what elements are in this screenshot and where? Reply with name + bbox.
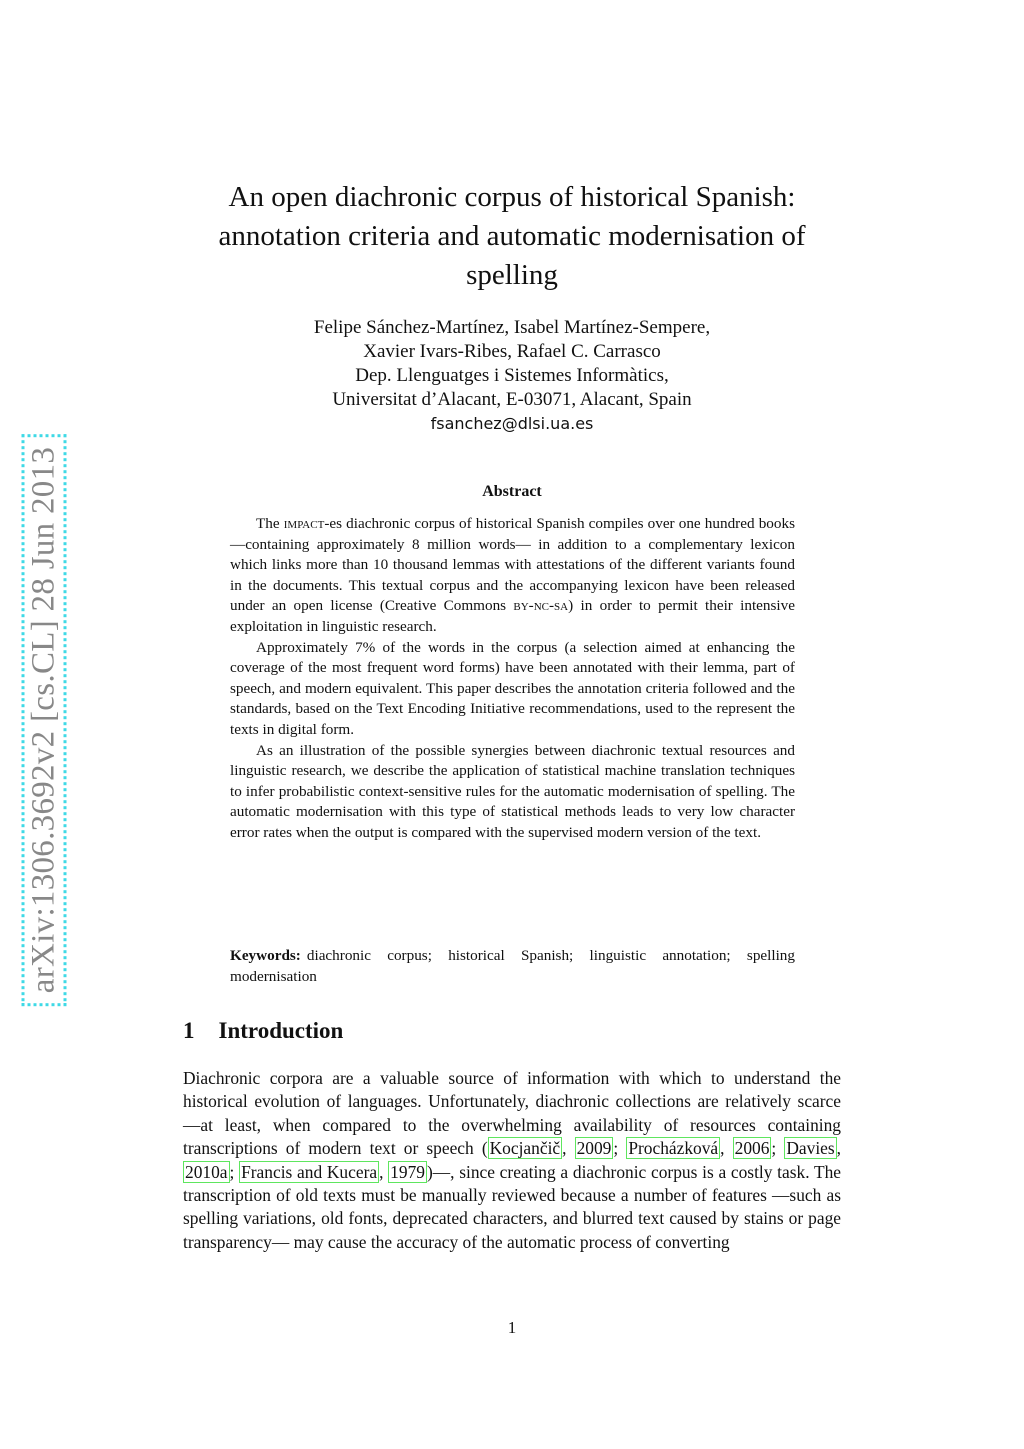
author-names-line-2: Xavier Ivars-Ribes, Rafael C. Carrasco: [363, 341, 661, 362]
keywords-label: Keywords:: [230, 947, 301, 964]
citation-link[interactable]: Kocjančič: [489, 1138, 561, 1159]
author-email[interactable]: fsanchez@dlsi.ua.es: [430, 414, 594, 433]
citation-link[interactable]: 2009: [576, 1138, 612, 1159]
affiliation-line-1: Dep. Llenguatges i Sistemes Informàtics,: [355, 365, 669, 386]
citation-link[interactable]: 1979: [390, 1161, 425, 1182]
abstract-body: [230, 514, 795, 844]
introduction-paragraph: Diachronic corpora are a valuable source of information with which to understand the historical evolution of languages. Unfortunately, diachronic collections are relatively scarce —at least, when compared to the overwhelming availability of resources containing transcriptions of modern text or speech ( Kocjančič , 2009 ; Procházková , 2006 ; Davies , 2010a ; Francis and Kucera , 1979 )—, since creating a diachronic corpus is a costly task. The transcription of old texts must be manually reviewed because a number of features —such as spelling variations, old fonts, deprecated characters, and blurred text caused by stains or page transparency— may cause the accuracy of the automatic process of converting: [183, 1068, 842, 1252]
abstract-paragraph-3: As an illustration of the possible synergies between diachronic textual resources and linguistic research, we describe the application of statistical machine translation techniques to infer probabilistic context-sensitive rules for the automatic modernisation of spelling. The automatic modernisation with this type of statistical methods leads to very low character error rates when the output is compared with the supervised modern version of the text.: [230, 741, 795, 841]
abstract-paragraph-2: Approximately 7% of the words in the corpus (a selection aimed at enhancing the coverage of the most frequent word forms) have been annotated with their lemma, part of speech, and modern equivalent. This paper describes the annotation criteria followed and the standards, based on the Text Encoding Initiative recommendations, used to the represent the texts in digital form.: [230, 638, 795, 738]
corpus-name: impact: [283, 515, 325, 532]
section-heading-introduction: [183, 1018, 343, 1044]
abstract-paragraph-1: The impact-es diachronic corpus of historical Spanish compiles over one hundred books —containing approximately 8 million words— in addition to a complementary lexicon which links more than 10 thousand lemmas with attestations of the different variants found in the documents. This textual corpus and the accompanying lexicon have been released under an open license (Creative Commons by-nc-sa) in order to permit their intensive exploitation in linguistic research.: [230, 515, 795, 635]
affiliation-line-2: Universitat d’Alacant, E-03071, Alacant, Spain: [332, 389, 692, 410]
citation-link[interactable]: Davies: [786, 1138, 835, 1159]
author-names-line-1: Felipe Sánchez-Martínez, Isabel Martínez-Sempere,: [313, 317, 711, 338]
citation-link[interactable]: 2010a: [185, 1161, 228, 1182]
author-block: [180, 316, 844, 436]
section-number: 1: [183, 1018, 195, 1043]
citation-link[interactable]: 2006: [734, 1138, 770, 1159]
keywords-text: diachronic corpus; historical Spanish; linguistic annotation; spelling modernisation: [230, 947, 795, 985]
abstract-heading: Abstract: [482, 483, 542, 500]
page-number: 1: [507, 1318, 517, 1337]
arxiv-identifier-stamp[interactable]: arXiv:1306.3692v2 [cs.CL] 28 Jun 2013: [22, 434, 67, 1006]
section-title: Introduction: [218, 1018, 344, 1043]
citation-link[interactable]: Francis and Kucera: [241, 1161, 378, 1182]
paper-title: An open diachronic corpus of historical Spanish: annotation criteria and automatic modernisation of spelling: [218, 181, 806, 291]
license-name: by-nc-sa: [513, 597, 569, 615]
citation-link[interactable]: Procházková: [628, 1138, 719, 1159]
introduction-body: [183, 1067, 841, 1254]
keywords: [230, 946, 795, 987]
